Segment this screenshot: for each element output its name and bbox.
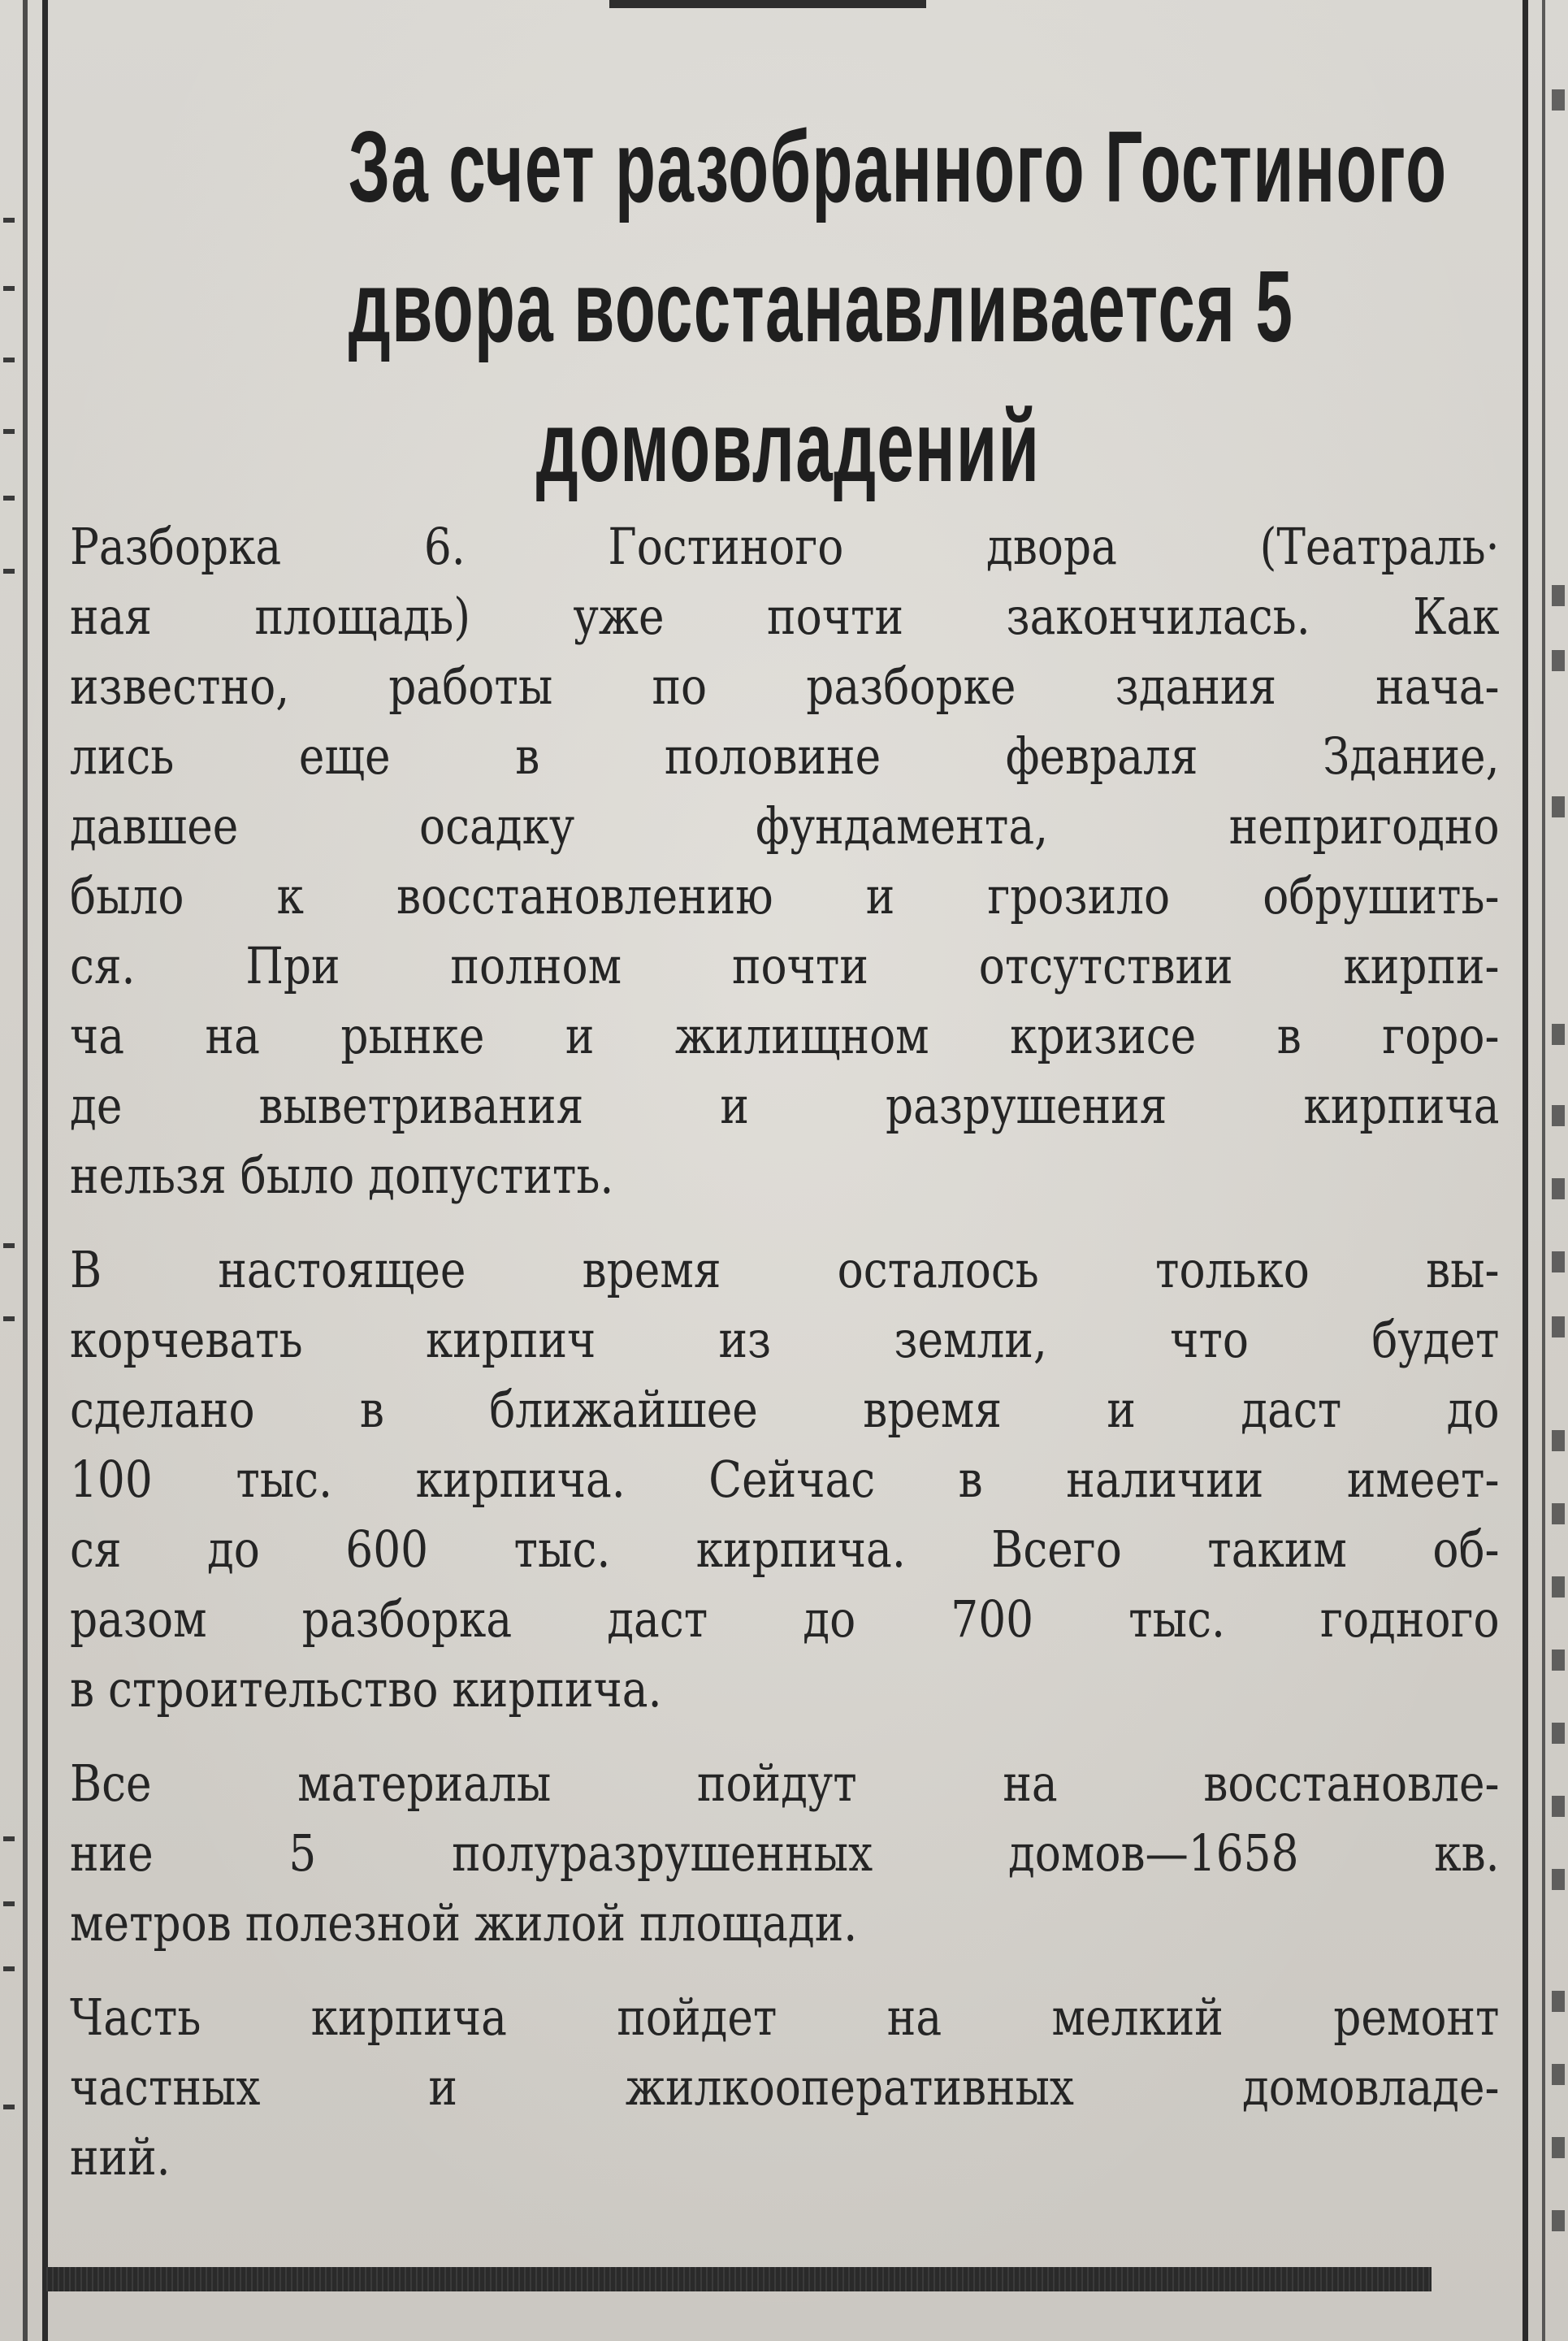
text-line: было к восстановлению и грозило обрушить-	[70, 866, 1500, 926]
paragraph-1	[70, 512, 1500, 1211]
text-line: известно, работы по разборке здания нача-	[70, 657, 1500, 716]
right-column-rule	[1523, 0, 1528, 2341]
text-line: корчевать кирпич из земли, что будет	[70, 1310, 1500, 1369]
text-line: сделано в ближайшее время и даст до	[70, 1380, 1500, 1439]
text-line: ся до 600 тыс. кирпича. Всего таким об-	[70, 1519, 1500, 1579]
text-line: Часть кирпича пойдет на мелкий ремонт	[70, 1988, 1500, 2047]
text-line: в строительство кирпича.	[70, 1659, 662, 1719]
text-line: ся. При полном почти отсутствии кирпи-	[70, 936, 1500, 995]
paragraph-2	[70, 1235, 1500, 1724]
left-neighbor-column-fragment	[0, 0, 21, 2341]
text-line: ная площадь) уже почти закончилась. Как	[70, 587, 1500, 646]
text-line: разом разборка даст до 700 тыс. годного	[70, 1589, 1500, 1649]
text-line: частных и жилкооперативных домовладе-	[70, 2057, 1500, 2117]
headline-line: домовладений	[535, 391, 1041, 503]
top-rule	[609, 0, 926, 8]
text-line: де выветривания и разрушения кирпича	[70, 1076, 1500, 1135]
right-neighbor-column-fragment	[1550, 0, 1568, 2341]
text-line: ча на рынке и жилищном кризисе в горо-	[70, 1006, 1500, 1065]
paragraph-3	[70, 1749, 1500, 1958]
text-line: метров полезной жилой площади.	[70, 1893, 858, 1953]
text-line: 100 тыс. кирпича. Сейчас в наличии имеет-	[70, 1450, 1500, 1509]
paragraph-4	[70, 1983, 1500, 2192]
text-line: лись еще в половине февраля Здание,	[70, 726, 1500, 786]
text-line: В настоящее время осталось только вы-	[70, 1240, 1500, 1299]
text-line: ний.	[70, 2127, 171, 2187]
right-outer-column-rule	[1542, 0, 1545, 2341]
headline-line: За счет разобранного Гостиного	[348, 111, 1448, 223]
article-body	[70, 512, 1500, 2217]
article-headline	[348, 98, 1448, 517]
left-column-rule	[42, 0, 48, 2341]
text-line: ние 5 полуразрушенных домов—1658 кв.	[70, 1823, 1500, 1883]
text-line: нельзя было допустить.	[70, 1146, 614, 1205]
text-line: Все материалы пойдут на восстановле-	[70, 1754, 1500, 1813]
headline-line: двора восстанавливается 5	[348, 251, 1294, 363]
text-line: давшее осадку фундамента, непригодно	[70, 796, 1500, 856]
left-outer-column-rule	[23, 0, 28, 2341]
bottom-rule	[42, 2267, 1432, 2291]
text-line: Разборка 6. Гостиного двора (Театраль·	[70, 517, 1500, 576]
